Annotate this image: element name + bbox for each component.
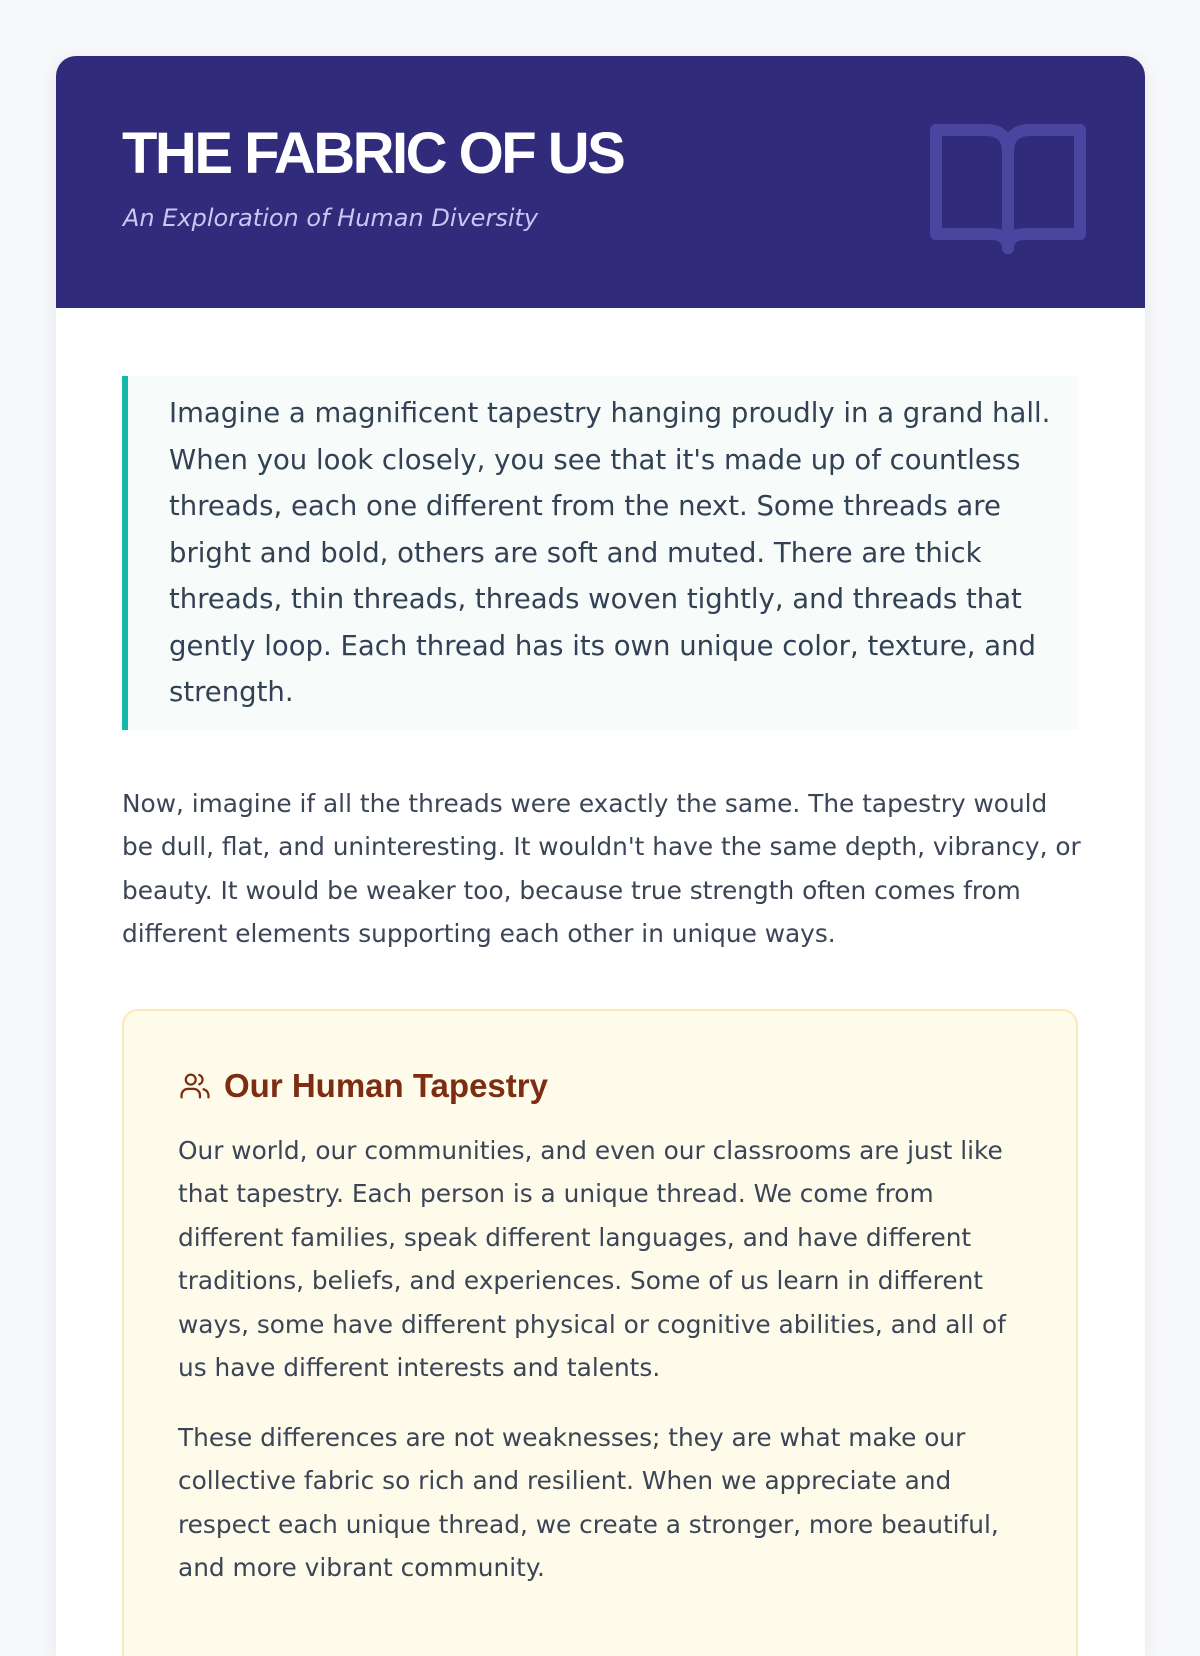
tapestry-callout <box>122 1009 1078 1656</box>
intro-quote <box>122 376 1078 730</box>
page-title: THE FABRIC OF US <box>122 120 623 188</box>
page-subtitle: An Exploration of Human Diversity <box>123 204 538 232</box>
callout-paragraph: These differences are not weaknesses; they are what make our collective fabric so rich and resilient. When we appreciate and respect each unique thread, we create a stronger, more beautiful, and more vibrant community. <box>178 1416 1022 1590</box>
intro-quote-text: Imagine a magnificent tapestry hanging proudly in a grand hall. When you look closely, you see that it's made up of countless threads, each one different from the next. Some threads are bright and bold, others are soft and muted. There are thick threads, thin threads, threads woven tightly, and threads that gently loop. Each thread has its own unique color, texture, and strength. <box>169 390 1060 716</box>
callout-title: Our Human Tapestry <box>224 1067 548 1105</box>
users-icon <box>178 1069 212 1103</box>
book-open-icon <box>928 122 1088 258</box>
body-paragraph: Now, imagine if all the threads were exactly the same. The tapestry would be dull, flat, and uninteresting. It wouldn't have the same depth, vibrancy, or beauty. It would be weaker too, because true strength often comes from different elements supporting each other in unique ways. <box>122 782 1082 956</box>
callout-paragraph: Our world, our communities, and even our classrooms are just like that tapestry. Each person is a unique thread. We come from different families, speak different languages, and have different traditions, beliefs, and experiences. Some of us learn in different ways, some have different physical or cognitive abilities, and all of us have different interests and talents. <box>178 1129 1022 1390</box>
callout-heading <box>178 1067 1022 1105</box>
article-header <box>56 56 1145 308</box>
article-body <box>56 376 1145 1656</box>
article-card <box>56 56 1145 1656</box>
